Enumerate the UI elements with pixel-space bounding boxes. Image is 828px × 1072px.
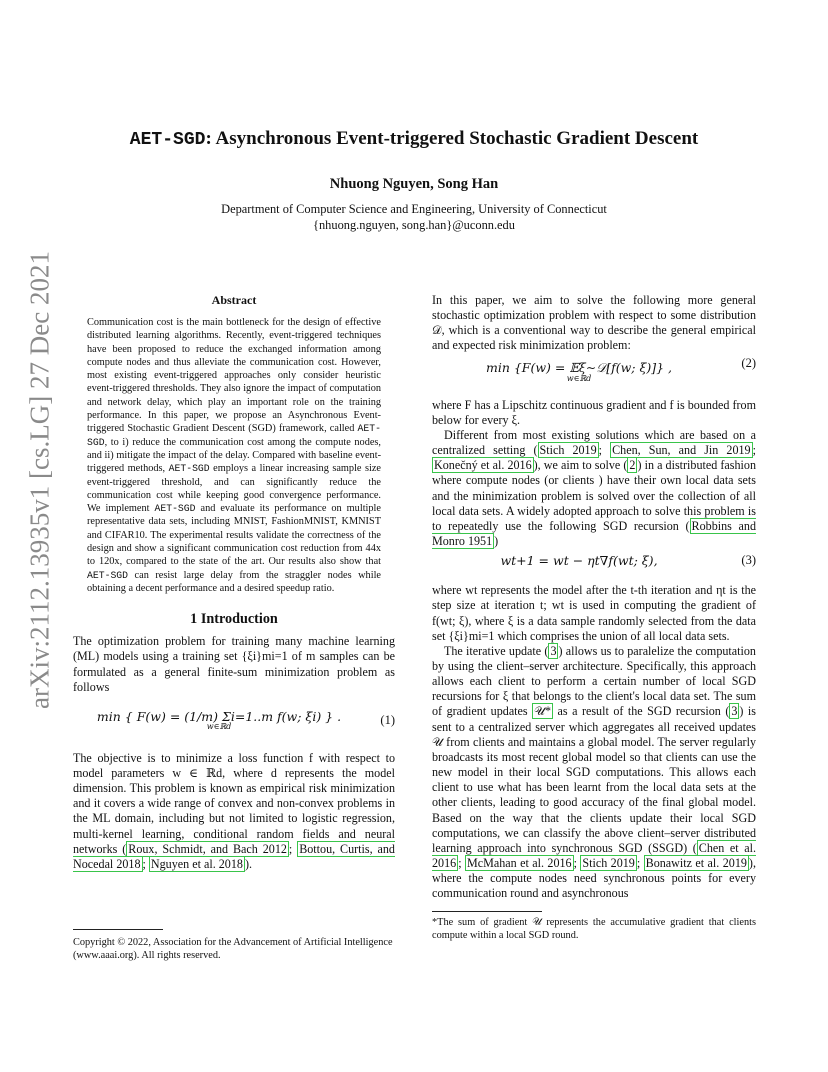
equation-1: [73, 695, 395, 751]
footnote-link[interactable]: 𝒰*: [534, 704, 552, 719]
equation-1-expression: min { F(w) = (1/m) Σi=1..m f(w; ξi) } .: [96, 708, 342, 724]
text-span: ;: [288, 841, 298, 856]
equation-2-expression: min {F(w) = 𝔼ξ∼𝒟[f(w; ξ)]} ,: [485, 359, 673, 375]
abstract-text: [87, 316, 381, 595]
footnote-rule: [432, 911, 542, 912]
abstract-part: , to i) reduce the communication cost among the compute nodes, and ii) mitigate the impact of the delay. Compared with baseline event-triggered methods,: [87, 436, 381, 475]
right-column: [432, 293, 756, 942]
affiliation: [0, 202, 828, 233]
citation-link[interactable]: McMahan et al. 2016: [466, 856, 572, 870]
paper-title: [0, 128, 828, 150]
citation-link[interactable]: Stich 2019: [582, 856, 635, 870]
section-heading-introduction: 1 Introduction: [190, 611, 278, 628]
abstract-part: can resist large delay from the straggler nodes while obtaining a decent performance and a desired speedup ratio.: [87, 569, 381, 594]
citation-link[interactable]: Bonawitz et al. 2019: [645, 856, 747, 870]
text-span: The iterative update (: [444, 643, 549, 658]
equation-3-number: (3): [741, 553, 756, 568]
abstract-system-name: AET-SGD: [87, 423, 381, 448]
affiliation-emails: {nhuong.nguyen, song.han}@uconn.edu: [313, 217, 515, 232]
text-span: ;: [573, 856, 581, 870]
text-span: ) is sent to a centralized server which aggregates all received updates 𝒰 from clients and maintains a global model. The server regularly broadcasts its most recent global model so that clients can use the new model in their local SGD computations. This allows each client to use what has been learnt from the local data sets at the other clients, leading to good accuracy of the final global model. Based on the way that the clients update their local SGD computations, we can classify the above client–server distributed learning approach into synchronous SGD (SSGD) (: [432, 704, 756, 855]
equation-3: [432, 549, 756, 583]
text-span: Different from most existing solutions which are based on a centralized setting (: [432, 427, 756, 458]
text-span: ;: [142, 856, 149, 871]
equation-3-expression: wt+1 = wt − ηt∇f(wt; ξ),: [500, 553, 658, 569]
abstract-part: Communication cost is the main bottleneck for the design of effective distributed learning algorithms. Recently, event-triggered techniques have been proposed to reduce the exchanged information among compute nodes and thus alleviate the communication cost. However, most existing event-triggered approaches only consider heuristic event-triggered thresholds. They also ignore the impact of computation and network delay, which play an important role on the training performance. In this paper, we propose an Asynchronous Event-triggered Stochastic Gradient Descent (SGD) framework, called: [87, 317, 381, 435]
equation-2-body: [432, 360, 726, 383]
title-rest: : Asynchronous Event-triggered Stochastic Gradient Descent: [205, 128, 699, 149]
citation-link[interactable]: Konečný et al. 2016: [434, 458, 532, 473]
text-span: as a result of the SGD recursion (: [553, 704, 730, 719]
text-span: ).: [244, 856, 252, 871]
equation-2: [432, 354, 756, 398]
right-paragraph-4: where wt represents the model after the t-th iteration and ηt is the step size at iteration t; wt is used in computing the gradient of f(wt; ξ), where ξ is a data sample randomly selected from the data set {ξi}mi=1 which comprises the union of all local data sets.: [432, 583, 756, 643]
affiliation-line1: Department of Computer Science and Engineering, University of Connecticut: [221, 202, 607, 216]
right-paragraph-1: In this paper, we aim to solve the following more general stochastic optimization problem with respect to some distribution 𝒟, which is a conventional way to describe the general empirical and expected risk minimization problem:: [432, 293, 756, 353]
text-span: ), where the compute nodes need synchronous points for every communication round and asynchronous: [432, 856, 756, 901]
authors: Nhuong Nguyen, Song Han: [329, 176, 499, 192]
equation-ref-link[interactable]: 2: [629, 458, 636, 473]
text-span: ;: [636, 856, 644, 870]
title-system-name: AET-SGD: [129, 130, 206, 150]
intro-paragraph-1: The optimization problem for training many machine learning (ML) models using a training set {ξi}mi=1 of m samples can be formulated as a general finite-sum minimization problem as follows: [73, 634, 395, 694]
text-span: ): [494, 534, 499, 549]
citation-link[interactable]: Chen, Sun, and Jin 2019: [612, 443, 751, 458]
text-span: ) in a distributed fashion where compute nodes (or clients ) have their own local data sets and the minimization problem is solved over the collection of all local data sets. A widely adopted approach to solve this problem is to repeatedly use the following SGD recursion (: [432, 458, 756, 533]
abstract-heading: Abstract: [211, 293, 257, 307]
citation-link[interactable]: Chen et al. 2016: [432, 840, 756, 870]
abstract-system-name: AET-SGD: [154, 503, 196, 515]
abstract-part: employs a linear increasing sample size event-triggered threshold, and can significantly reduce the communication cost while keeping good convergence performance. We implement: [87, 463, 382, 515]
text-span: ) allows us to paralelize the computation by using the client–server architecture. Specifically, this approach allows each client to perform a certain number of local SGD recursions for ξ that belongs to the client's local data set. The sum of gradient updates: [432, 643, 756, 719]
citation-link[interactable]: Robbins and Monro 1951: [432, 518, 756, 549]
citation-link[interactable]: Bottou, Curtis, and Nocedal 2018: [73, 841, 395, 871]
copyright-rule: [73, 929, 163, 930]
text-span: ), we aim to solve (: [533, 458, 628, 473]
copyright-block: [73, 929, 395, 962]
abstract-part: and evaluate its performance on multiple representative data sets, including MNIST, FashionMNIST, KMNIST and CIFAR10. The experimental results validate the correctness of the design and show a significant communication cost reduction from 44x to 120x, compared to the state of the art. Our results also show that: [87, 503, 381, 568]
right-paragraph-3: [432, 428, 756, 549]
abstract-system-name: AET-SGD: [87, 569, 129, 581]
text-span: ;: [752, 443, 756, 458]
citation-link[interactable]: Roux, Schmidt, and Bach 2012: [128, 841, 287, 856]
equation-2-subscript: w∈ℝd: [566, 373, 592, 383]
abstract-system-name: AET-SGD: [168, 463, 210, 475]
equation-1-body: [73, 709, 365, 731]
equation-1-number: (1): [380, 712, 395, 727]
equation-ref-link[interactable]: 3: [731, 704, 738, 719]
left-column: [73, 293, 395, 872]
intro-paragraph-2: [73, 751, 395, 872]
text-span: ;: [458, 856, 465, 870]
citation-link[interactable]: Nguyen et al. 2018: [150, 856, 243, 871]
equation-1-subscript: w∈ℝd: [206, 721, 232, 731]
arxiv-stamp-text: arXiv:2112.13935v1 [cs.LG] 27 Dec 2021: [24, 251, 55, 709]
copyright-text: Copyright © 2022, Association for the Advancement of Artificial Intelligence (www.aaai.org). All rights reserved.: [73, 937, 393, 961]
equation-ref-link[interactable]: 3: [550, 643, 557, 658]
equation-2-number: (2): [741, 355, 756, 370]
citation-link[interactable]: Stich 2019: [539, 443, 597, 458]
text-span: The objective is to minimize a loss function f with respect to model parameters w ∈ ℝd, where d represents the model dimension. This problem is known as empirical risk minimization and it covers a wide range of convex and non-convex problems in the ML domain, including but not limited to logistic regression, multi-kernel learning, conditional random fields and neural networks (: [73, 750, 395, 856]
right-paragraph-2: where F has a Lipschitz continuous gradient and f is bounded from below for every ξ.: [432, 397, 756, 427]
footnote: *The sum of gradient 𝒰 represents the accumulative gradient that clients compute within a local SGD round.: [432, 917, 756, 942]
right-paragraph-5: [432, 644, 756, 902]
text-span: ;: [598, 443, 611, 458]
equation-3-body: [432, 553, 726, 568]
